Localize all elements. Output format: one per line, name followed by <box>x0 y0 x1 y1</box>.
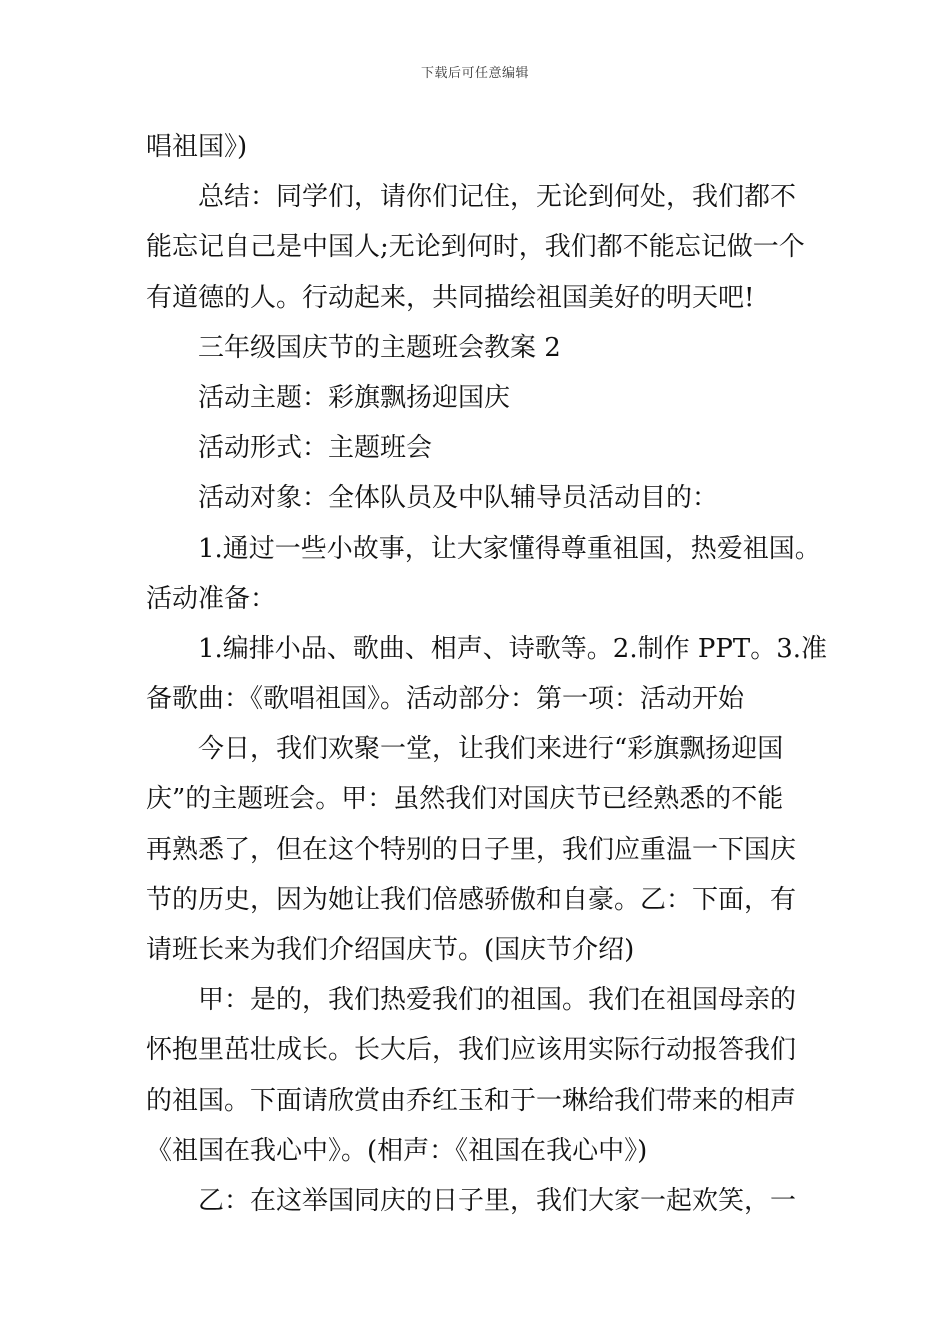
text-line: 能忘记自己是中国人;无论到何时，我们都不能忘记做一个 <box>146 232 805 263</box>
text-line: 甲：是的，我们热爱我们的祖国。我们在祖国母亲的 <box>198 985 797 1016</box>
text-line: 活动形式：主题班会 <box>198 433 433 464</box>
text-line: 活动对象：全体队员及中队辅导员活动目的： <box>198 483 719 514</box>
text-line: 备歌曲：《歌唱祖国》。活动部分：第一项：活动开始 <box>146 684 745 715</box>
text-line: 1.通过一些小故事，让大家懂得尊重祖国，热爱祖国。 <box>198 533 821 564</box>
text-line: 乙：在这举国同庆的日子里，我们大家一起欢笑，一 <box>198 1185 797 1216</box>
section-title: 三年级国庆节的主题班会教案 2 <box>198 332 561 363</box>
text-line: 1.编排小品、歌曲、相声、诗歌等。2.制作 PPT。3.准 <box>198 633 828 664</box>
text-line: 庆”的主题班会。甲：虽然我们对国庆节已经熟悉的不能 <box>146 784 784 815</box>
document-body <box>146 122 828 1226</box>
text-line: 再熟悉了，但在这个特别的日子里，我们应重温一下国庆 <box>146 834 797 865</box>
text-line: 《祖国在我心中》。(相声：《祖国在我心中》) <box>146 1135 648 1166</box>
text-line: 怀抱里茁壮成长。长大后，我们应该用实际行动报答我们 <box>146 1035 797 1066</box>
text-line: 请班长来为我们介绍国庆节。(国庆节介绍) <box>146 935 635 965</box>
text-line: 有道德的人。行动起来，共同描绘祖国美好的明天吧! <box>146 282 755 313</box>
page-header: 下载后可任意编辑 <box>420 66 529 81</box>
text-line: 活动准备： <box>146 583 277 614</box>
text-line: 节的历史，因为她让我们倍感骄傲和自豪。乙：下面，有 <box>146 884 797 915</box>
text-line: 活动主题：彩旗飘扬迎国庆 <box>198 382 511 413</box>
text-line: 的祖国。下面请欣赏由乔红玉和于一琳给我们带来的相声 <box>146 1085 797 1116</box>
text-line: 唱祖国》) <box>146 132 248 162</box>
text-line: 总结：同学们，请你们记住，无论到何处，我们都不 <box>198 182 797 213</box>
text-line: 今日，我们欢聚一堂，让我们来进行“彩旗飘扬迎国 <box>198 734 784 765</box>
